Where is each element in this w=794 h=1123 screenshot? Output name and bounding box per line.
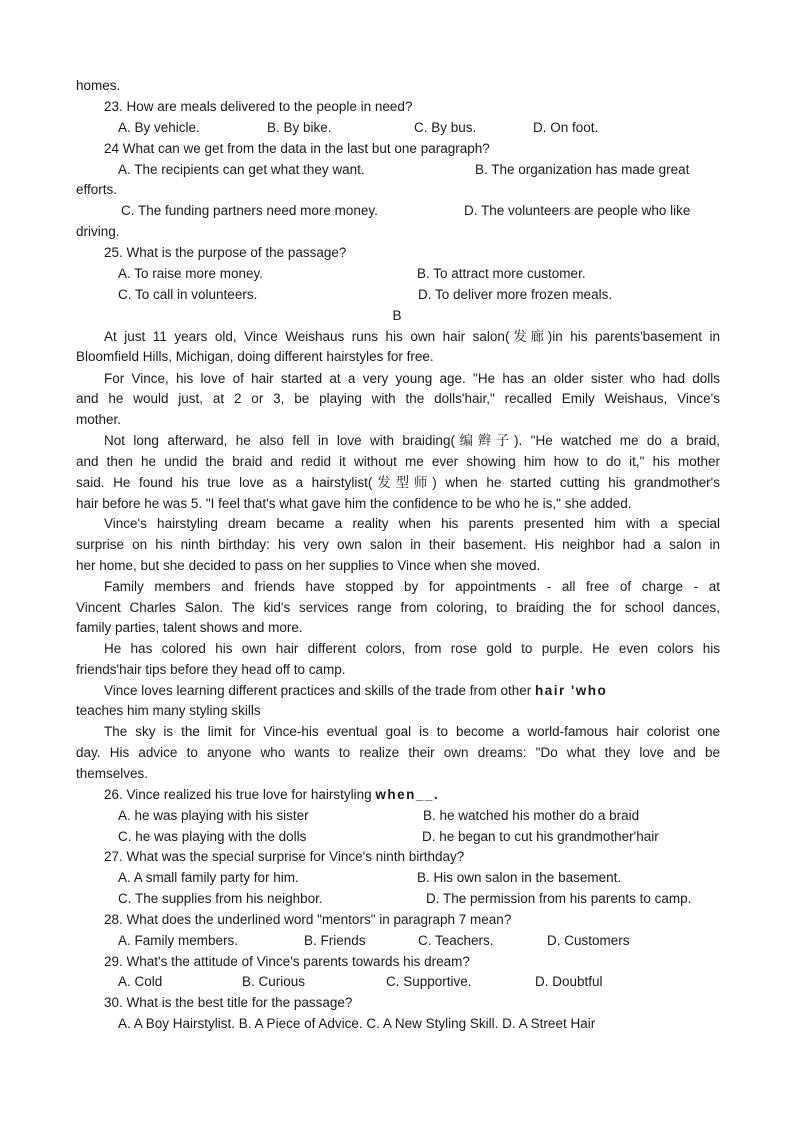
q29-option-d: D. Doubtful (535, 974, 603, 989)
passage-p3-line1: Not long afterward, he also fell in love with braiding(编辫子). "He watched me do a braid, (104, 433, 720, 448)
question-26-blank: when__. (375, 787, 440, 802)
passage-p4-line2: surprise on his ninth birthday: his very own salon in their basement. His neighbor had a salon in (76, 537, 720, 552)
passage-p3-line3: said. He found his true love as a hairstylist(发型师) when he started cutting his grandmother's (76, 475, 720, 490)
q24-option-c: C. The funding partners need more money. (121, 203, 378, 218)
question-28: 28. What does the underlined word "mentors" in paragraph 7 mean? (104, 912, 512, 927)
q24-option-b-cont: efforts. (76, 182, 118, 197)
q25-option-c: C. To call in volunteers. (118, 287, 258, 302)
passage-p7-line1-text: Vince loves learning different practices and skills of the trade from other (104, 683, 535, 698)
question-26-text: 26. Vince realized his true love for hairstyling (104, 787, 376, 802)
passage-p7-line2: teaches him many styling skills (76, 703, 261, 718)
q28-option-d: D. Customers (547, 933, 630, 948)
q30-options: A. A Boy Hairstylist. B. A Piece of Advice. C. A New Styling Skill. D. A Street Hair (118, 1016, 596, 1031)
q24-option-d-cont: driving. (76, 224, 120, 239)
passage-p6-line1: He has colored his own hair different colors, from rose gold to purple. He even colors his (104, 641, 720, 656)
q26-option-d: D. he began to cut his grandmother'hair (422, 829, 659, 844)
passage-continuation: homes. (76, 78, 121, 93)
q28-option-a: A. Family members. (118, 933, 239, 948)
q27-option-a: A. A small family party for him. (118, 870, 299, 885)
passage-p6-line2: friends'hair tips before they head off to camp. (76, 662, 346, 677)
section-b-label: B (392, 308, 402, 323)
q27-option-c: C. The supplies from his neighbor. (118, 891, 323, 906)
question-23: 23. How are meals delivered to the people in need? (104, 99, 413, 114)
passage-p2-line2: and he would just, at 2 or 3, be playing with the dolls'hair," recalled Emily Weishaus, Vince's (76, 391, 720, 406)
q25-option-d: D. To deliver more frozen meals. (418, 287, 613, 302)
q28-option-c: C. Teachers. (418, 933, 494, 948)
question-26 (104, 785, 439, 805)
passage-p2-line3: mother. (76, 412, 122, 427)
question-29: 29. What's the attitude of Vince's parents towards his dream? (104, 954, 470, 969)
passage-p7-line1-emph: hair 'who (534, 683, 608, 698)
q26-option-a: A. he was playing with his sister (118, 808, 309, 823)
q26-option-c: C. he was playing with the dolls (118, 829, 307, 844)
q27-option-b: B. His own salon in the basement. (417, 870, 622, 885)
q24-option-d: D. The volunteers are people who like (464, 203, 691, 218)
q23-option-d: D. On foot. (533, 120, 599, 135)
q23-option-c: C. By bus. (414, 120, 477, 135)
q29-option-a: A. Cold (118, 974, 163, 989)
q25-option-a: A. To raise more money. (118, 266, 264, 281)
q24-option-a: A. The recipients can get what they want. (118, 162, 365, 177)
passage-p4-line3: her home, but she decided to pass on her supplies to Vince when she moved. (76, 558, 541, 573)
passage-p3-line4: hair before he was 5. "I feel that's what gave him the confidence to be who he is," she added. (76, 496, 632, 511)
passage-p1-line2: Bloomfield Hills, Michigan, doing different hairstyles for free. (76, 349, 434, 364)
question-25: 25. What is the purpose of the passage? (104, 245, 347, 260)
passage-p5-line1: Family members and friends have stopped by for appointments - all free of charge - at (104, 579, 720, 594)
passage-p5-line2: Vincent Charles Salon. The kid's services range from coloring, to braiding the for school dances, (76, 600, 720, 615)
passage-p4-line1: Vince's hairstyling dream became a reality when his parents presented him with a special (104, 516, 720, 531)
q23-option-a: A. By vehicle. (118, 120, 200, 135)
passage-p1-line1: At just 11 years old, Vince Weishaus runs his own hair salon(发廊)in his parents'basement in (104, 329, 720, 344)
passage-p5-line3: family parties, talent shows and more. (76, 620, 303, 635)
passage-p7-line1 (104, 681, 607, 701)
passage-p3-line2: and then he undid the braid and redid it without me ever showing him how to do it," his mother (76, 454, 720, 469)
q25-option-b: B. To attract more customer. (417, 266, 586, 281)
q23-option-b: B. By bike. (267, 120, 332, 135)
q26-option-b: B. he watched his mother do a braid (423, 808, 640, 823)
question-24: 24 What can we get from the data in the last but one paragraph? (104, 141, 490, 156)
question-27: 27. What was the special surprise for Vince's ninth birthday? (104, 849, 465, 864)
q27-option-d: D. The permission from his parents to camp. (426, 891, 692, 906)
q24-option-b: B. The organization has made great (475, 162, 690, 177)
passage-p8-line3: themselves. (76, 766, 149, 781)
q29-option-b: B. Curious (242, 974, 306, 989)
passage-p8-line2: day. His advice to anyone who wants to realize their own dreams: "Do what they love and be (76, 745, 720, 760)
q28-option-b: B. Friends (304, 933, 366, 948)
question-30: 30. What is the best title for the passage? (104, 995, 353, 1010)
passage-p8-line1: The sky is the limit for Vince-his eventual goal is to become a world-famous hair colorist one (104, 724, 720, 739)
passage-p2-line1: For Vince, his love of hair started at a very young age. "He has an older sister who had dolls (104, 371, 720, 386)
q29-option-c: C. Supportive. (386, 974, 472, 989)
